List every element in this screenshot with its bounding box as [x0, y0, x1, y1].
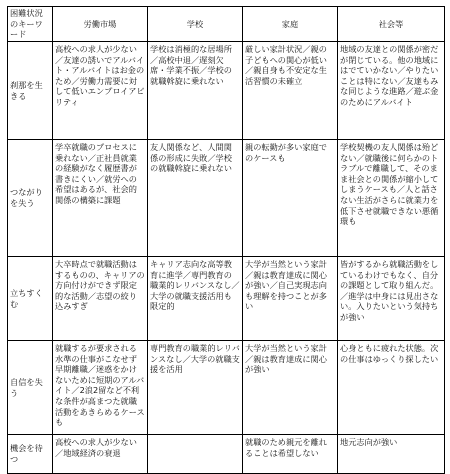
table-row	[8, 341, 445, 435]
family-cell: 大学が当然という家計／親は教育達成に関心が強い	[243, 341, 338, 435]
school-cell: 学校は消極的な居場所／高校中退／遅刻欠席・学業不振／学校の就職斡旋に乗れない	[148, 42, 243, 140]
difficulty-table	[7, 6, 445, 474]
header-family: 家庭	[243, 7, 338, 42]
row-keyword: 立ちすくむ	[8, 257, 53, 341]
labor-market-cell: 大卒時点で就職活動はするものの、キャリアの方向付けができず限定的な活動／志望の絞り込みすぎ	[53, 257, 148, 341]
row-keyword: 自信を失う	[8, 341, 53, 435]
family-cell: 就職のため親元を離れることは希望しない	[243, 435, 338, 474]
society-cell: 地元志向が強い	[338, 435, 445, 474]
society-cell: 皆がするから就職活動をしているわけでもなく、自分の課題として取り組んだ。／進学は中身には見出さない。入りたいという気持ちが強い	[338, 257, 445, 341]
labor-market-cell: 就職するが要求される水準の仕事がこなせず早期離職／迷惑をかけないために短期のアルバイト／2浪2留など不利な条件が高まつた就職活動をあきらめるケースも	[53, 341, 148, 435]
family-cell: 厳しい家計状況／親の子どもへの関心が低い／親自身も不安定な生活習慣の未確立	[243, 42, 338, 140]
row-keyword: 機会を待つ	[8, 435, 53, 474]
table-row	[8, 435, 445, 474]
labor-market-cell: 高校への求人が少ない／友達の誘いでアルバイト・アルバイトはお金のため／労働力需要に対して低いエンプロイアビリティ	[53, 42, 148, 140]
table-row	[8, 257, 445, 341]
header-row	[8, 7, 445, 42]
family-cell: 親の転勤が多い家庭でのケースも	[243, 140, 338, 257]
society-cell: 地域の友達との関係が密だが閉じている。他の地域にはでていかない／やりたいことは特にない／友達もみな同じような進路／遊ぶ金のためにアルバイト	[338, 42, 445, 140]
society-cell: 学校契機の友人関係は殆どない／就職後に何らかのトラブルで離職して、そのまま社会との関係が縮小してしまうケースも／人と話さない生活がさらに就業力を低下させ就職できない悪循環も	[338, 140, 445, 257]
row-keyword: つながりを失う	[8, 140, 53, 257]
school-cell: キャリア志向な高等教育に進学／専門教育の職業的レリバンスなし／大学の就職支援活用も限定的	[148, 257, 243, 341]
school-cell: 友人関係など、人間関係の形成に失敗／学校の就職斡旋に乗れない	[148, 140, 243, 257]
header-school: 学校	[148, 7, 243, 42]
table-row	[8, 140, 445, 257]
header-society: 社会等	[338, 7, 445, 42]
labor-market-cell: 学卒就職のプロセスに乗れない／正社員就業の経験がなく履歴書が書きにくい／就労への希望はあるが、社会的関係の構築に課題	[53, 140, 148, 257]
school-cell	[148, 435, 243, 474]
school-cell: 専門教育の職業的レリバンスなし／大学の就職支援を活用	[148, 341, 243, 435]
society-cell: 心身ともに疲れた状態。次の仕事はゆっくり探したい	[338, 341, 445, 435]
row-keyword: 刹那を生きる	[8, 42, 53, 140]
labor-market-cell: 高校への求人が少ない／地域経済の衰退	[53, 435, 148, 474]
header-labor-market: 労働市場	[53, 7, 148, 42]
table-row	[8, 42, 445, 140]
header-keyword: 困難状況のキーワード	[8, 7, 53, 42]
family-cell: 大学が当然という家計／親は教育達成に関心が強い／自己実現志向も理解を持つことが多い	[243, 257, 338, 341]
